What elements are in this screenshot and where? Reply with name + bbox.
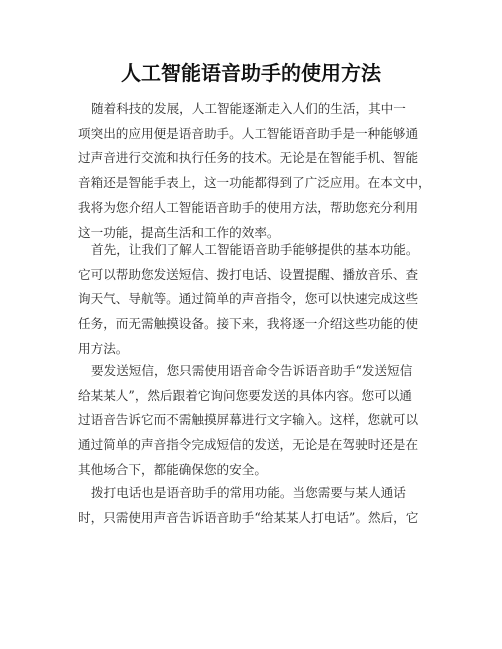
paragraph-line: 随着科技的发展，人工智能逐渐走入人们的生活，其中一 xyxy=(91,101,406,116)
paragraph-line: 要发送短信，您只需使用语音命令告诉语音助手“发送短信 xyxy=(91,363,413,378)
paragraph-line: 我将为您介绍人工智能语音助手的使用方法，帮助您充分利用 xyxy=(78,199,419,215)
paragraph-line: 过声音进行交流和执行任务的技术。无论是在智能手机、智能 xyxy=(78,150,419,166)
paragraph-line: 其他场合下，都能确保您的安全。 xyxy=(78,461,267,477)
paragraph-line: 这一功能，提高生活和工作的效率。 xyxy=(78,224,280,240)
paragraph-line: 任务，而无需触摸设备。接下来，我将逐一介绍这些功能的使 xyxy=(78,316,419,332)
paragraph-line: 询天气、导航等。通过简单的声音指令，您可以快速完成这些 xyxy=(78,291,419,307)
paragraph-line: 通过简单的声音指令完成短信的发送，无论是在驾驶时还是在 xyxy=(78,437,419,453)
document-title: 人工智能语音助手的使用方法 xyxy=(121,61,381,85)
paragraph-line: 它可以帮助您发送短信、拨打电话、设置提醒、播放音乐、查 xyxy=(78,266,419,282)
paragraph-line: 音箱还是智能手表上，这一功能都得到了广泛应用。在本文中， xyxy=(78,175,431,191)
paragraph-line: 给某某人”，然后跟着它询问您要发送的具体内容。您可以通 xyxy=(78,387,412,403)
paragraph-line: 拨打电话也是语音助手的常用功能。当您需要与某人通话 xyxy=(91,485,406,500)
paragraph-line: 时，只需使用声音告诉语音助手“给某某人打电话”。然后，它 xyxy=(78,509,419,525)
paragraph-line: 项突出的应用便是语音助手。人工智能语音助手是一种能够通 xyxy=(78,125,419,141)
paragraph-line: 首先，让我们了解人工智能语音助手能够提供的基本功能。 xyxy=(91,242,419,257)
paragraph-line: 用方法。 xyxy=(78,340,129,356)
paragraph-line: 过语音告诉它而不需触摸屏幕进行文字输入。这样，您就可以 xyxy=(78,412,419,428)
